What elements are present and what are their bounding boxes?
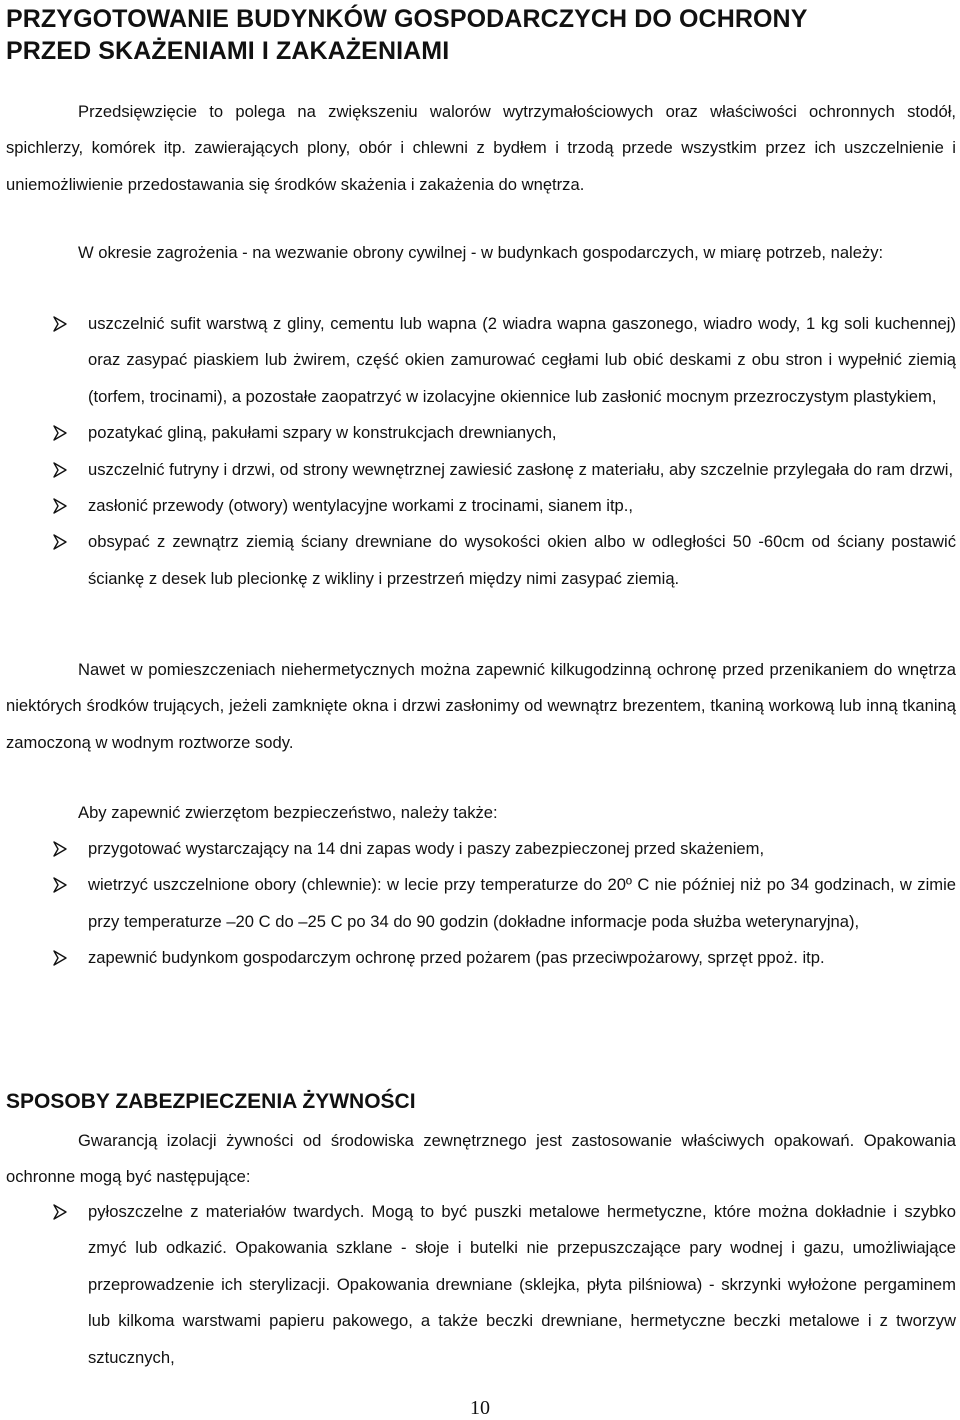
list-item — [6, 831, 956, 867]
intro-paragraph: Przedsięwzięcie to polega na zwiększeniu walorów wytrzymałościowych oraz właściwości ochronnych stodół, spichlerzy, komórek itp. zawierających plony, obór i chlewni z bydłem i trzodą przede wszystkim przez ich uszczelnienie i uniemożliwienie przedostawania się środków skażenia i zakażenia do wnętrza. — [6, 102, 956, 194]
list-item-text: wietrzyć uszczelnione obory (chlewnie): w lecie przy temperaturze do 20º C nie później niż po 34 godzinach, w zimie przy temperaturze –20 C do –25 C po 34 do 90 godzin (dokładne informacje poda służba weterynaryjna), — [88, 875, 956, 931]
list-item — [6, 415, 956, 451]
arrowhead-bullet-icon — [52, 488, 72, 524]
list-item-text: pyłoszczelne z materiałów twardych. Mogą to być puszki metalowe hermetyczne, które można dokładnie i szybko zmyć lub odkazić. Opakowania szklane - słoje i butelki nie przepuszczające pary wodnej i gazu, umożliwiające przeprowadzenie ich sterylizacji. Opakowania drewniane (sklejka, płyta pilśniowa) - skrzynki wyłożone pergaminem lub kilkoma warstwami papieru pakowego, a także beczki drewniane, hermetyczne beczki metalowe i z tworzyw sztucznych, — [88, 1202, 956, 1367]
arrowhead-bullet-icon — [52, 867, 72, 903]
list-item — [6, 488, 956, 524]
section-heading-food: SPOSOBY ZABEZPIECZENIA ŻYWNOŚCI — [6, 1090, 416, 1113]
list-item-text: uszczelnić futryny i drzwi, od strony wewnętrznej zawiesić zasłonę z materiału, aby szczelnie przylegała do ram drzwi, — [88, 459, 954, 479]
title-line-2: PRZED SKAŻENIAMI I ZAKAŻENIAMI — [6, 37, 450, 65]
food-intro-paragraph: Gwarancją izolacji żywności od środowiska zewnętrznego jest zastosowanie właściwych opakowań. Opakowania ochronne mogą być następujące: — [6, 1131, 956, 1187]
list-item — [6, 306, 956, 415]
list-item-text: obsypać z zewnątrz ziemią ściany drewniane do wysokości okien albo w odległości 50 -60cm od ściany postawić ściankę z desek lub plecionkę z wikliny i przestrzeń między nimi zasypać ziemią. — [88, 532, 956, 588]
list-item — [6, 1194, 956, 1376]
arrowhead-bullet-icon — [52, 306, 72, 342]
list-item-text: uszczelnić sufit warstwą z gliny, cementu lub wapna (2 wiadra wapna gaszonego, wiadro wody, 1 kg soli kuchennej) oraz zasypać piaskiem lub żwirem, część okien zamurować cegłami lub obić deskami z obu stron i wypełnić ziemią (torfem, trocinami), a pozostałe zaopatrzyć w izolacyjne okiennice lub zasłonić mocnym przezroczystym plastykiem, — [88, 314, 956, 406]
threat-measures-list — [6, 306, 956, 597]
page-title — [6, 3, 956, 67]
list-item — [6, 867, 956, 940]
food-packaging-list — [6, 1194, 956, 1376]
non-hermetic-paragraph: Nawet w pomieszczeniach niehermetycznych można zapewnić kilkugodzinną ochronę przed przenikaniem do wnętrza niektórych środków trujących, jeżeli zamknięte okna i drzwi zasłonimy od wewnątrz brezentem, tkaniną workową lub inną tkaniną zamoczoną w wodnym roztworze sody. — [6, 660, 956, 752]
threat-intro-paragraph: W okresie zagrożenia - na wezwanie obrony cywilnej - w budynkach gospodarczych, w miarę potrzeb, należy: — [78, 243, 884, 262]
arrowhead-bullet-icon — [52, 940, 72, 976]
list-item — [6, 524, 956, 597]
arrowhead-bullet-icon — [52, 452, 72, 488]
arrowhead-bullet-icon — [52, 524, 72, 560]
list-item-text: przygotować wystarczający na 14 dni zapas wody i paszy zabezpieczonej przed skażeniem, — [88, 839, 765, 858]
list-item-text: zasłonić przewody (otwory) wentylacyjne workami z trocinami, sianem itp., — [88, 496, 634, 516]
arrowhead-bullet-icon — [52, 1194, 72, 1230]
arrowhead-bullet-icon — [52, 831, 72, 867]
list-item — [6, 452, 956, 488]
animals-measures-list — [6, 831, 956, 977]
page-number: 10 — [470, 1397, 490, 1419]
title-line-1: PRZYGOTOWANIE BUDYNKÓW GOSPODARCZYCH DO OCHRONY — [6, 5, 808, 33]
arrowhead-bullet-icon — [52, 415, 72, 451]
animals-intro-paragraph: Aby zapewnić zwierzętom bezpieczeństwo, należy także: — [78, 803, 498, 822]
list-item-text: zapewnić budynkom gospodarczym ochronę przed pożarem (pas przeciwpożarowy, sprzęt ppoż. itp. — [88, 948, 825, 968]
list-item — [6, 940, 956, 976]
list-item-text: pozatykać gliną, pakułami szpary w konstrukcjach drewnianych, — [88, 423, 557, 443]
